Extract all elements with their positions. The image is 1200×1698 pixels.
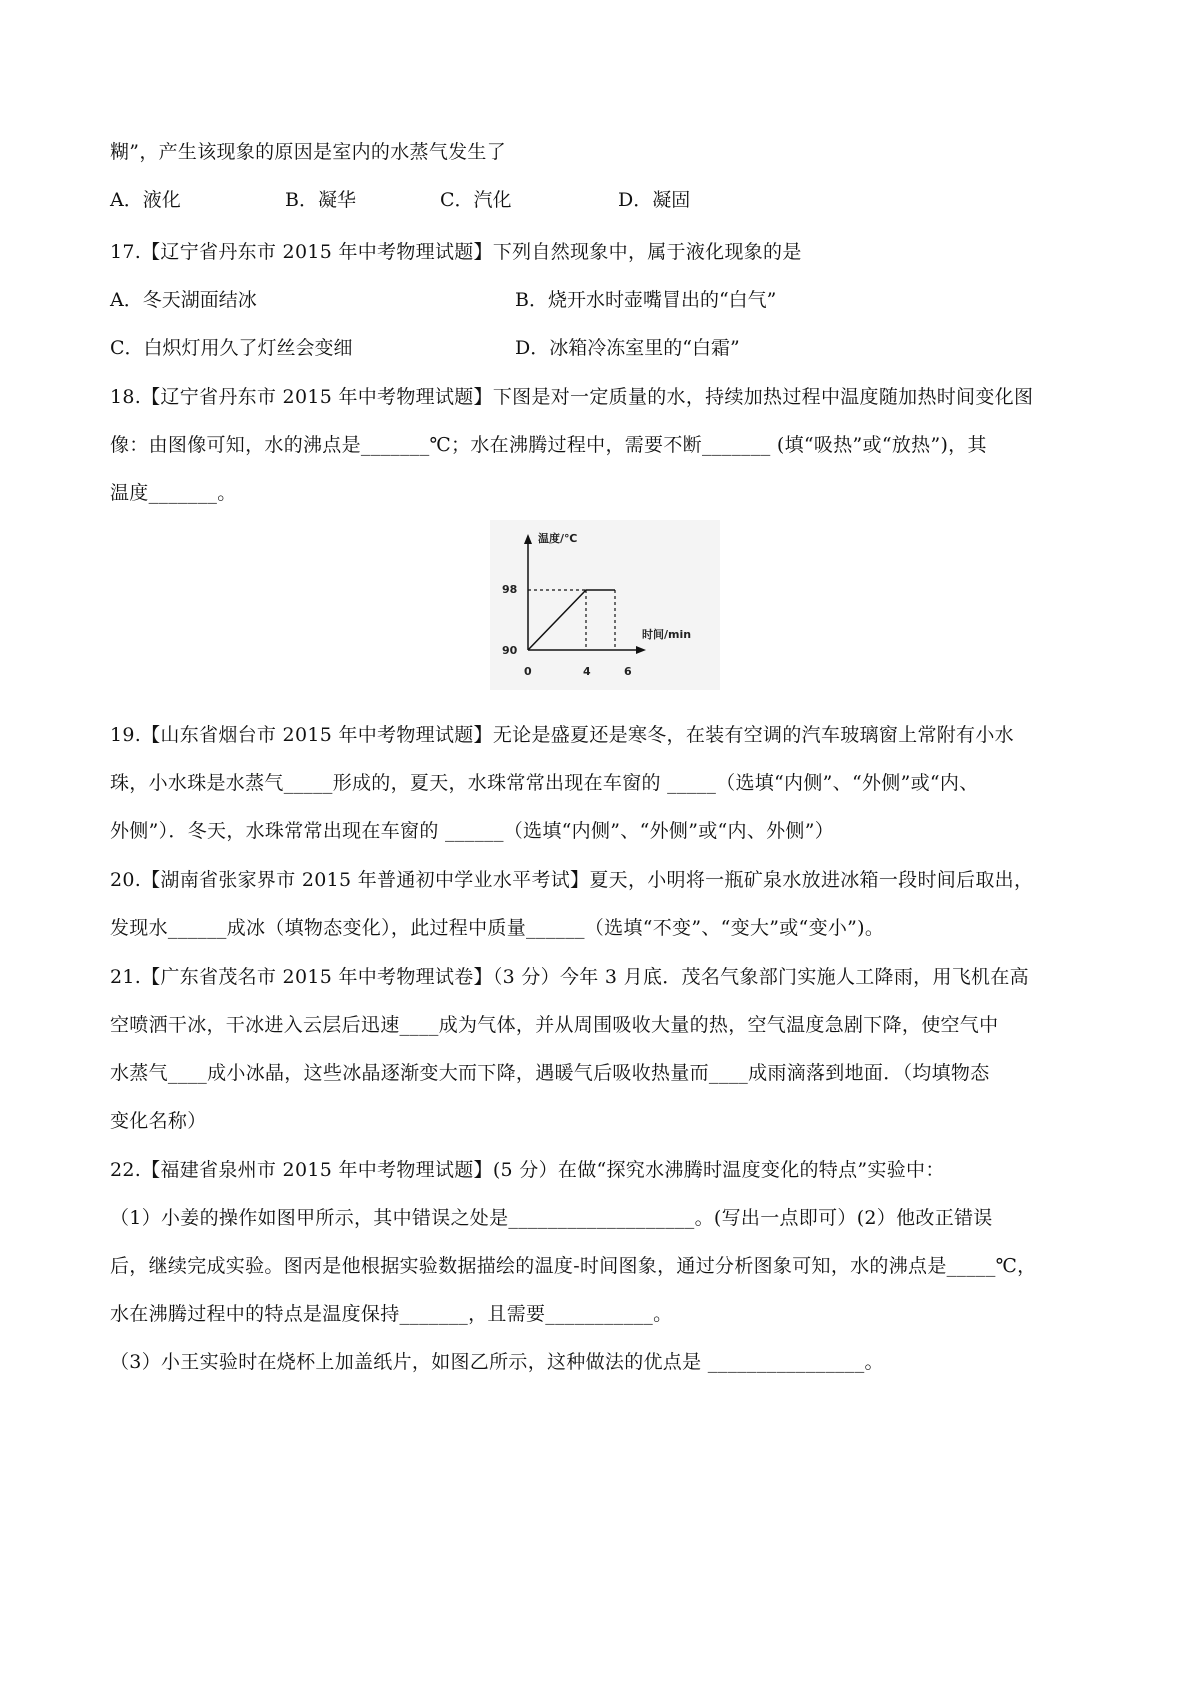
q17-option-a: A．冬天湖面结冰 bbox=[110, 289, 257, 311]
q19-line-1: 19.【山东省烟台市 2015 年中考物理试题】无论是盛夏还是寒冬，在装有空调的汽车玻璃窗上常附有小水 bbox=[110, 724, 1014, 746]
q21-line-3: 水蒸气____成小冰晶，这些冰晶逐渐变大而下降，遇暖气后吸收热量而____成雨滴落到地面．（均填物态 bbox=[110, 1062, 990, 1084]
q18-line-2: 像：由图像可知，水的沸点是_______℃；水在沸腾过程中，需要不断_______ (填“吸热”或“放热”)，其 bbox=[110, 434, 987, 456]
q21-line-4: 变化名称） bbox=[110, 1110, 207, 1132]
q17-stem: 17.【辽宁省丹东市 2015 年中考物理试题】下列自然现象中，属于液化现象的是 bbox=[110, 241, 802, 263]
q21-line-1: 21.【广东省茂名市 2015 年中考物理试卷】（3 分）今年 3 月底．茂名气象部门实施人工降雨，用飞机在高 bbox=[110, 966, 1029, 988]
q22-line-1: 22.【福建省泉州市 2015 年中考物理试题】(5 分）在做“探究水沸腾时温度变化的特点”实验中： bbox=[110, 1159, 945, 1181]
x-axis-label: 时间/min bbox=[642, 628, 692, 641]
x-tick-6: 6 bbox=[624, 665, 632, 678]
y-tick-90: 90 bbox=[502, 644, 518, 657]
x-tick-4: 4 bbox=[583, 665, 591, 678]
q18-line-3: 温度_______。 bbox=[110, 482, 237, 504]
temperature-time-graph bbox=[490, 520, 720, 690]
y-tick-98: 98 bbox=[502, 583, 518, 596]
q19-line-3: 外侧”）．冬天，水珠常常出现在车窗的 ______（选填“内侧”、“外侧”或“内、外侧”） bbox=[110, 820, 835, 842]
q22-line-5: （3）小王实验时在烧杯上加盖纸片，如图乙所示，这种做法的优点是 ________________。 bbox=[110, 1351, 884, 1373]
q18-line-1: 18.【辽宁省丹东市 2015 年中考物理试题】下图是对一定质量的水，持续加热过程中温度随加热时间变化图 bbox=[110, 386, 1034, 408]
q20-line-1: 20.【湖南省张家界市 2015 年普通初中学业水平考试】夏天，小明将一瓶矿泉水放进冰箱一段时间后取出， bbox=[110, 869, 1034, 891]
q16-option-d: D．凝固 bbox=[618, 189, 691, 211]
y-axis-label: 温度/℃ bbox=[538, 532, 578, 545]
q17-option-c: C．白炽灯用久了灯丝会变细 bbox=[110, 337, 353, 359]
q17-option-b: B．烧开水时壶嘴冒出的“白气” bbox=[515, 289, 777, 311]
q22-line-3: 后，继续完成实验。图丙是他根据实验数据描绘的温度-时间图象，通过分析图象可知，水的沸点是_____℃， bbox=[110, 1255, 1037, 1277]
q19-line-2: 珠，小水珠是水蒸气_____形成的，夏天，水珠常常出现在车窗的 _____（选填“内侧”、“外侧”或“内、 bbox=[110, 772, 979, 794]
q16-option-a: A．液化 bbox=[110, 189, 181, 211]
q22-line-2: （1）小姜的操作如图甲所示，其中错误之处是___________________。(写出一点即可）(2）他改正错误 bbox=[110, 1207, 993, 1229]
q16-option-c: C．汽化 bbox=[440, 189, 512, 211]
q21-line-2: 空喷洒干冰，干冰进入云层后迅速____成为气体，并从周围吸收大量的热，空气温度急剧下降，使空气中 bbox=[110, 1014, 999, 1036]
q20-line-2: 发现水______成冰（填物态变化），此过程中质量______（选填“不变”、“变大”或“变小”)。 bbox=[110, 917, 885, 939]
q16-option-b: B．凝华 bbox=[285, 189, 356, 211]
x-tick-0: 0 bbox=[524, 665, 532, 678]
q17-option-d: D．冰箱冷冻室里的“白霜” bbox=[515, 337, 740, 359]
q22-line-4: 水在沸腾过程中的特点是温度保持_______，且需要___________。 bbox=[110, 1303, 673, 1325]
question-16-stem-tail: 糊”，产生该现象的原因是室内的水蒸气发生了 bbox=[110, 141, 507, 163]
